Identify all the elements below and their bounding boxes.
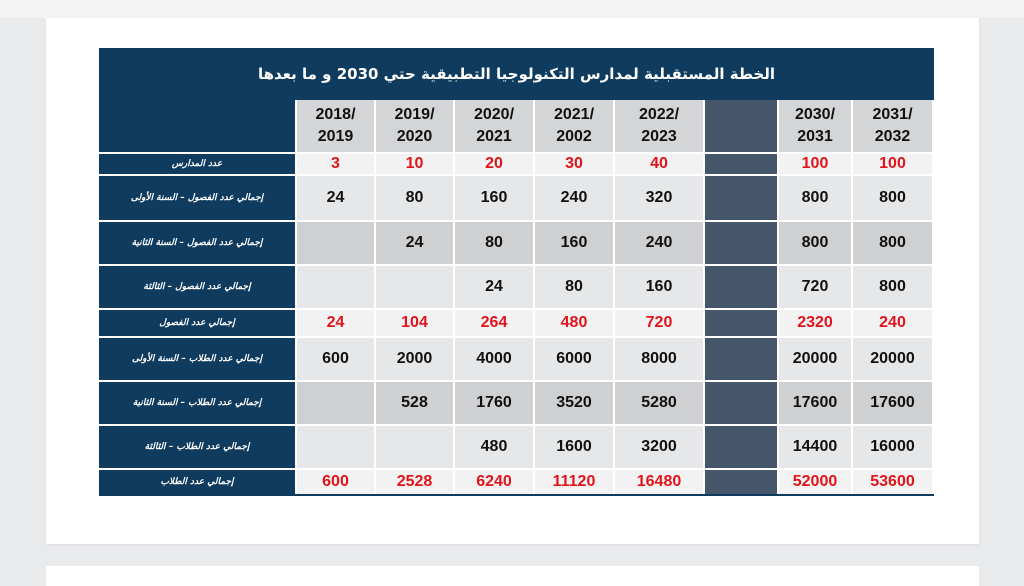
table-cell: 1760 bbox=[455, 382, 533, 424]
table-cell: 40 bbox=[615, 154, 703, 174]
table-cell: 6000 bbox=[535, 338, 613, 380]
header-corner bbox=[99, 100, 295, 152]
table-cell bbox=[297, 222, 374, 264]
table-cell: 30 bbox=[535, 154, 613, 174]
table-cell: 6240 bbox=[455, 470, 533, 494]
table-cell: 100 bbox=[853, 154, 932, 174]
table-cell: 80 bbox=[376, 176, 453, 220]
table-cell: 800 bbox=[853, 222, 932, 264]
table-cell: 24 bbox=[297, 176, 374, 220]
table-cell: 11120 bbox=[535, 470, 613, 494]
row-label: إجمالي عدد الفصول bbox=[99, 310, 295, 336]
spacer-column bbox=[705, 338, 777, 380]
table-cell: 800 bbox=[853, 176, 932, 220]
table-cell: 3 bbox=[297, 154, 374, 174]
table-cell: 16000 bbox=[853, 426, 932, 468]
table-cell: 160 bbox=[615, 266, 703, 308]
table-cell: 5280 bbox=[615, 382, 703, 424]
row-label: عدد المدارس bbox=[99, 154, 295, 174]
table-cell: 24 bbox=[297, 310, 374, 336]
column-header: 2030/ 2031 bbox=[779, 100, 851, 152]
table-cell: 80 bbox=[455, 222, 533, 264]
plan-table-slide bbox=[99, 48, 934, 496]
plan-table bbox=[99, 100, 934, 496]
table-cell: 17600 bbox=[779, 382, 851, 424]
table-cell: 20 bbox=[455, 154, 533, 174]
table-cell: 264 bbox=[455, 310, 533, 336]
table-cell: 720 bbox=[615, 310, 703, 336]
table-cell: 100 bbox=[779, 154, 851, 174]
column-header: 2021/ 2002 bbox=[535, 100, 613, 152]
table-cell: 320 bbox=[615, 176, 703, 220]
table-cell: 24 bbox=[376, 222, 453, 264]
table-cell: 16480 bbox=[615, 470, 703, 494]
table-cell: 240 bbox=[535, 176, 613, 220]
spacer-column bbox=[705, 266, 777, 308]
table-title: الخطة المستقبلية لمدارس التكنولوجيا التطبيقية حتي 2030 و ما بعدها bbox=[99, 48, 934, 100]
row-label: إجمالي عدد الفصول – السنة الثانية bbox=[99, 222, 295, 264]
table-frame bbox=[99, 494, 934, 496]
row-label: إجمالي عدد الطلاب bbox=[99, 470, 295, 494]
table-cell: 8000 bbox=[615, 338, 703, 380]
spacer-column bbox=[705, 382, 777, 424]
table-cell: 4000 bbox=[455, 338, 533, 380]
spacer-column bbox=[705, 310, 777, 336]
table-cell bbox=[376, 426, 453, 468]
column-header: 2022/ 2023 bbox=[615, 100, 703, 152]
spacer-column bbox=[705, 100, 777, 152]
table-cell: 480 bbox=[455, 426, 533, 468]
table-cell bbox=[297, 382, 374, 424]
spacer-column bbox=[705, 470, 777, 494]
spacer-column bbox=[705, 426, 777, 468]
table-cell: 2528 bbox=[376, 470, 453, 494]
table-cell: 600 bbox=[297, 470, 374, 494]
table-cell: 480 bbox=[535, 310, 613, 336]
table-cell: 600 bbox=[297, 338, 374, 380]
table-cell: 80 bbox=[535, 266, 613, 308]
column-header: 2031/ 2032 bbox=[853, 100, 932, 152]
spacer-column bbox=[705, 222, 777, 264]
table-cell: 3520 bbox=[535, 382, 613, 424]
row-label: إجمالي عدد الفصول – السنة الأولى bbox=[99, 176, 295, 220]
row-label: إجمالي عدد الفصول – الثالثة bbox=[99, 266, 295, 308]
table-cell: 240 bbox=[615, 222, 703, 264]
table-cell: 17600 bbox=[853, 382, 932, 424]
table-cell: 2320 bbox=[779, 310, 851, 336]
table-cell: 10 bbox=[376, 154, 453, 174]
spacer-column bbox=[705, 154, 777, 174]
table-cell: 160 bbox=[455, 176, 533, 220]
table-cell: 104 bbox=[376, 310, 453, 336]
next-card bbox=[46, 566, 979, 586]
table-cell: 160 bbox=[535, 222, 613, 264]
row-label: إجمالي عدد الطلاب – السنة الثانية bbox=[99, 382, 295, 424]
column-header: 2018/ 2019 bbox=[297, 100, 374, 152]
table-cell: 52000 bbox=[779, 470, 851, 494]
column-header: 2019/ 2020 bbox=[376, 100, 453, 152]
table-cell: 720 bbox=[779, 266, 851, 308]
table-cell bbox=[376, 266, 453, 308]
table-cell: 3200 bbox=[615, 426, 703, 468]
table-cell: 14400 bbox=[779, 426, 851, 468]
table-cell: 800 bbox=[853, 266, 932, 308]
table-cell: 800 bbox=[779, 176, 851, 220]
spacer-column bbox=[705, 176, 777, 220]
row-label: إجمالي عدد الطلاب – الثالثة bbox=[99, 426, 295, 468]
table-cell: 20000 bbox=[779, 338, 851, 380]
table-cell: 24 bbox=[455, 266, 533, 308]
table-cell: 2000 bbox=[376, 338, 453, 380]
top-strip bbox=[0, 0, 1024, 18]
table-cell: 528 bbox=[376, 382, 453, 424]
table-cell: 20000 bbox=[853, 338, 932, 380]
table-cell bbox=[297, 426, 374, 468]
table-cell: 1600 bbox=[535, 426, 613, 468]
table-cell: 240 bbox=[853, 310, 932, 336]
table-cell: 53600 bbox=[853, 470, 932, 494]
row-label: إجمالي عدد الطلاب – السنة الأولى bbox=[99, 338, 295, 380]
table-cell bbox=[297, 266, 374, 308]
column-header: 2020/ 2021 bbox=[455, 100, 533, 152]
table-cell: 800 bbox=[779, 222, 851, 264]
